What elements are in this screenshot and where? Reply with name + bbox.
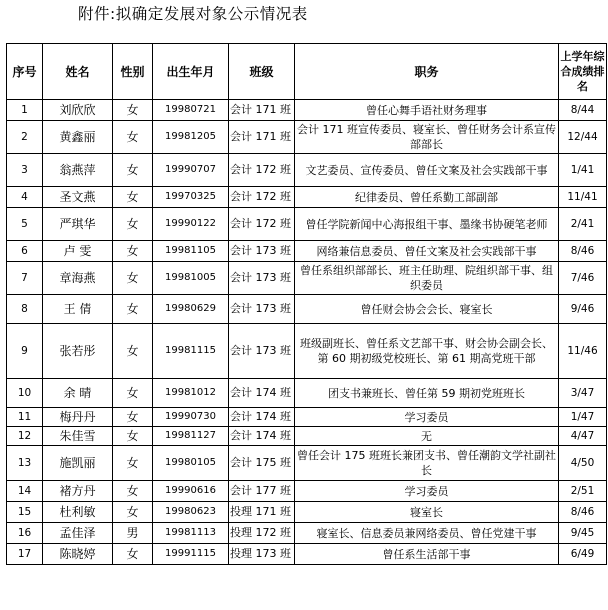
cell-name: 孟佳泽 <box>43 523 113 544</box>
cell-gender: 女 <box>113 544 153 565</box>
header-row <box>7 44 607 100</box>
cell-duty: 文艺委员、宣传委员、曾任文案及社会实践部干事 <box>295 154 559 187</box>
cell-duty: 寝室长 <box>295 502 559 523</box>
cell-rank: 8/46 <box>559 502 607 523</box>
cell-duty: 曾任系组织部部长、班主任助理、院组织部干事、组织委员 <box>295 262 559 295</box>
table-row <box>7 481 607 502</box>
cell-duty: 学习委员 <box>295 481 559 502</box>
table-row <box>7 121 607 154</box>
cell-rank: 2/51 <box>559 481 607 502</box>
cell-gender: 女 <box>113 262 153 295</box>
cell-class: 会计 174 班 <box>229 408 295 427</box>
cell-name: 翁燕萍 <box>43 154 113 187</box>
cell-class: 会计 172 班 <box>229 208 295 241</box>
cell-class: 会计 171 班 <box>229 100 295 121</box>
cell-birth: 19980721 <box>153 100 229 121</box>
cell-rank: 4/47 <box>559 427 607 446</box>
cell-gender: 女 <box>113 100 153 121</box>
cell-rank: 3/47 <box>559 379 607 408</box>
cell-rank: 6/49 <box>559 544 607 565</box>
col-birth-header: 出生年月 <box>153 44 229 100</box>
cell-name: 褚方丹 <box>43 481 113 502</box>
col-index-header: 序号 <box>7 44 43 100</box>
cell-rank: 8/44 <box>559 100 607 121</box>
cell-gender: 男 <box>113 523 153 544</box>
cell-duty: 寝室长、信息委员兼网络委员、曾任党建干事 <box>295 523 559 544</box>
cell-name: 陈晓婷 <box>43 544 113 565</box>
cell-birth: 19981012 <box>153 379 229 408</box>
cell-rank: 11/41 <box>559 187 607 208</box>
cell-birth: 19981205 <box>153 121 229 154</box>
cell-name: 余 晴 <box>43 379 113 408</box>
table-row <box>7 379 607 408</box>
cell-gender: 女 <box>113 208 153 241</box>
cell-rank: 9/45 <box>559 523 607 544</box>
cell-name: 张若彤 <box>43 324 113 379</box>
cell-index: 17 <box>7 544 43 565</box>
cell-name: 卢 雯 <box>43 241 113 262</box>
cell-name: 严琪华 <box>43 208 113 241</box>
cell-index: 10 <box>7 379 43 408</box>
cell-index: 12 <box>7 427 43 446</box>
cell-class: 投理 172 班 <box>229 523 295 544</box>
cell-duty: 纪律委员、曾任系勤工部副部 <box>295 187 559 208</box>
cell-class: 投理 171 班 <box>229 502 295 523</box>
cell-birth: 19981127 <box>153 427 229 446</box>
cell-index: 6 <box>7 241 43 262</box>
col-class-header: 班级 <box>229 44 295 100</box>
cell-index: 7 <box>7 262 43 295</box>
table-row <box>7 544 607 565</box>
cell-name: 章海燕 <box>43 262 113 295</box>
cell-rank: 7/46 <box>559 262 607 295</box>
col-duty-header: 职务 <box>295 44 559 100</box>
table-row <box>7 154 607 187</box>
cell-class: 会计 175 班 <box>229 446 295 481</box>
cell-birth: 19981115 <box>153 324 229 379</box>
cell-birth: 19990122 <box>153 208 229 241</box>
cell-name: 王 倩 <box>43 295 113 324</box>
cell-name: 施凯丽 <box>43 446 113 481</box>
cell-birth: 19990616 <box>153 481 229 502</box>
cell-rank: 8/46 <box>559 241 607 262</box>
candidates-table <box>6 43 607 565</box>
cell-birth: 19981105 <box>153 241 229 262</box>
cell-index: 13 <box>7 446 43 481</box>
cell-class: 投理 173 班 <box>229 544 295 565</box>
table-row <box>7 408 607 427</box>
cell-gender: 女 <box>113 408 153 427</box>
cell-duty: 曾任学院新闻中心海报组干事、墨缘书协硬笔老师 <box>295 208 559 241</box>
table-row <box>7 100 607 121</box>
cell-duty: 曾任财会协会会长、寝室长 <box>295 295 559 324</box>
cell-index: 4 <box>7 187 43 208</box>
cell-class: 会计 177 班 <box>229 481 295 502</box>
page-title: 附件:拟确定发展对象公示情况表 <box>78 5 308 23</box>
cell-class: 会计 173 班 <box>229 324 295 379</box>
cell-rank: 11/46 <box>559 324 607 379</box>
cell-name: 梅丹丹 <box>43 408 113 427</box>
cell-duty: 网络兼信息委员、曾任文案及社会实践部干事 <box>295 241 559 262</box>
table-row <box>7 208 607 241</box>
table-row <box>7 295 607 324</box>
cell-duty: 曾任系生活部干事 <box>295 544 559 565</box>
cell-birth: 19980629 <box>153 295 229 324</box>
cell-gender: 女 <box>113 502 153 523</box>
cell-class: 会计 173 班 <box>229 262 295 295</box>
cell-index: 2 <box>7 121 43 154</box>
cell-index: 14 <box>7 481 43 502</box>
cell-gender: 女 <box>113 427 153 446</box>
col-gender-header: 性别 <box>113 44 153 100</box>
cell-index: 15 <box>7 502 43 523</box>
cell-name: 杜利敏 <box>43 502 113 523</box>
cell-duty: 会计 171 班宣传委员、寝室长、曾任财务会计系宣传部部长 <box>295 121 559 154</box>
table-row <box>7 241 607 262</box>
cell-duty: 团支书兼班长、曾任第 59 期初党班班长 <box>295 379 559 408</box>
cell-birth: 19981005 <box>153 262 229 295</box>
cell-class: 会计 173 班 <box>229 241 295 262</box>
cell-duty: 曾任会计 175 班班长兼团支书、曾任潮韵文学社副社长 <box>295 446 559 481</box>
cell-rank: 9/46 <box>559 295 607 324</box>
cell-gender: 女 <box>113 481 153 502</box>
cell-duty: 无 <box>295 427 559 446</box>
cell-class: 会计 171 班 <box>229 121 295 154</box>
cell-index: 8 <box>7 295 43 324</box>
cell-birth: 19980105 <box>153 446 229 481</box>
cell-rank: 1/41 <box>559 154 607 187</box>
cell-duty: 班级副班长、曾任系文艺部干事、财会协会副会长、第 60 期初级党校班长、第 61 期高党班干部 <box>295 324 559 379</box>
cell-rank: 12/44 <box>559 121 607 154</box>
cell-name: 黄鑫丽 <box>43 121 113 154</box>
table-row <box>7 262 607 295</box>
cell-duty: 曾任心舞手语社财务理事 <box>295 100 559 121</box>
cell-birth: 19970325 <box>153 187 229 208</box>
cell-gender: 女 <box>113 379 153 408</box>
cell-name: 刘欣欣 <box>43 100 113 121</box>
cell-gender: 女 <box>113 324 153 379</box>
cell-class: 会计 174 班 <box>229 427 295 446</box>
table-row <box>7 502 607 523</box>
cell-gender: 女 <box>113 295 153 324</box>
cell-birth: 19991115 <box>153 544 229 565</box>
cell-birth: 19990707 <box>153 154 229 187</box>
cell-birth: 19990730 <box>153 408 229 427</box>
cell-rank: 2/41 <box>559 208 607 241</box>
cell-gender: 女 <box>113 154 153 187</box>
cell-index: 3 <box>7 154 43 187</box>
cell-birth: 19980623 <box>153 502 229 523</box>
cell-birth: 19981113 <box>153 523 229 544</box>
cell-name: 圣文燕 <box>43 187 113 208</box>
cell-gender: 女 <box>113 187 153 208</box>
cell-index: 9 <box>7 324 43 379</box>
cell-index: 11 <box>7 408 43 427</box>
col-name-header: 姓名 <box>43 44 113 100</box>
cell-index: 1 <box>7 100 43 121</box>
cell-gender: 女 <box>113 241 153 262</box>
cell-gender: 女 <box>113 446 153 481</box>
cell-class: 会计 172 班 <box>229 154 295 187</box>
cell-name: 朱佳雪 <box>43 427 113 446</box>
table-row <box>7 427 607 446</box>
cell-duty: 学习委员 <box>295 408 559 427</box>
cell-class: 会计 172 班 <box>229 187 295 208</box>
cell-index: 16 <box>7 523 43 544</box>
col-rank-header: 上学年综合成绩排名 <box>559 44 607 100</box>
cell-class: 会计 174 班 <box>229 379 295 408</box>
table-row <box>7 446 607 481</box>
table-row <box>7 523 607 544</box>
cell-index: 5 <box>7 208 43 241</box>
table-row <box>7 324 607 379</box>
cell-class: 会计 173 班 <box>229 295 295 324</box>
cell-rank: 1/47 <box>559 408 607 427</box>
cell-gender: 女 <box>113 121 153 154</box>
table-row <box>7 187 607 208</box>
cell-rank: 4/50 <box>559 446 607 481</box>
